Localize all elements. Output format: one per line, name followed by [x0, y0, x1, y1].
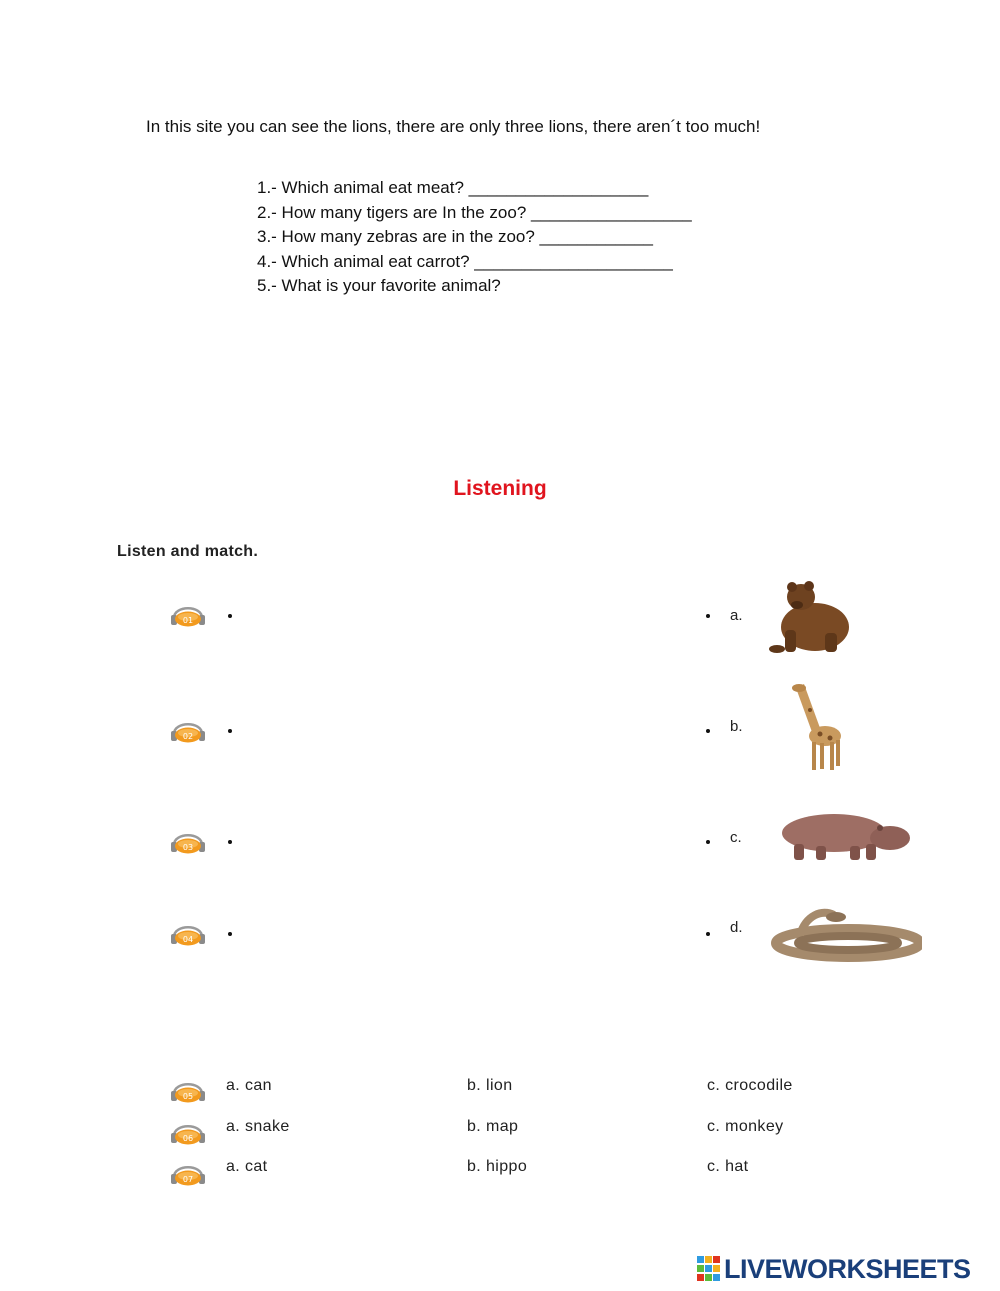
- option-c[interactable]: c. crocodile: [707, 1077, 793, 1094]
- track-number: 06: [182, 1134, 194, 1143]
- question-list: [257, 176, 692, 299]
- snake-icon: [770, 905, 922, 963]
- question-4: 4.- Which animal eat carrot? _____________________: [257, 251, 673, 271]
- match-letter: b.: [730, 718, 743, 735]
- match-dot-left[interactable]: [228, 840, 232, 844]
- instruction: Listen and match.: [117, 543, 259, 560]
- section-title-listening: Listening: [453, 477, 547, 500]
- match-dot-right[interactable]: [706, 729, 710, 733]
- option-c[interactable]: c. hat: [707, 1158, 749, 1175]
- question-1: 1.- Which animal eat meat? ___________________: [257, 178, 649, 197]
- match-dot-left[interactable]: [228, 614, 232, 618]
- track-icon[interactable]: [168, 829, 208, 860]
- option-b[interactable]: b. map: [467, 1118, 519, 1135]
- option-b[interactable]: b. lion: [467, 1077, 513, 1094]
- giraffe-icon: [790, 680, 850, 775]
- hippo-icon: [772, 808, 914, 864]
- match-letter: c.: [730, 829, 742, 846]
- track-icon[interactable]: [168, 718, 208, 749]
- liveworksheets-logo[interactable]: [697, 1252, 971, 1286]
- match-letter: a.: [730, 607, 743, 624]
- option-c[interactable]: c. monkey: [707, 1118, 784, 1135]
- match-dot-right[interactable]: [706, 840, 710, 844]
- track-number: 01: [182, 616, 194, 625]
- question-5: 5.- What is your favorite animal?: [257, 276, 501, 295]
- track-icon[interactable]: [168, 921, 208, 952]
- track-number: 02: [182, 732, 194, 741]
- match-dot-left[interactable]: [228, 932, 232, 936]
- track-icon[interactable]: [168, 1161, 208, 1192]
- option-a[interactable]: a. can: [226, 1077, 272, 1094]
- match-dot-right[interactable]: [706, 614, 710, 618]
- track-icon[interactable]: [168, 602, 208, 633]
- track-number: 03: [182, 843, 194, 852]
- intro-text: In this site you can see the lions, there are only three lions, there aren´t too much!: [146, 117, 761, 136]
- logo-text: LIVEWORKSHEETS: [724, 1253, 971, 1284]
- match-dot-left[interactable]: [228, 729, 232, 733]
- track-number: 04: [182, 935, 194, 944]
- track-number: 05: [182, 1092, 194, 1101]
- match-letter: d.: [730, 919, 743, 936]
- option-a[interactable]: a. snake: [226, 1118, 290, 1135]
- track-icon[interactable]: [168, 1078, 208, 1109]
- option-a[interactable]: a. cat: [226, 1158, 268, 1175]
- logo-icon: [697, 1256, 721, 1282]
- option-b[interactable]: b. hippo: [467, 1158, 528, 1175]
- question-3: 3.- How many zebras are in the zoo? ____________: [257, 227, 653, 246]
- track-number: 07: [182, 1175, 194, 1184]
- track-icon[interactable]: [168, 1120, 208, 1151]
- match-dot-right[interactable]: [706, 932, 710, 936]
- bear-icon: [765, 575, 860, 655]
- question-2: 2.- How many tigers are In the zoo? _________________: [257, 202, 692, 222]
